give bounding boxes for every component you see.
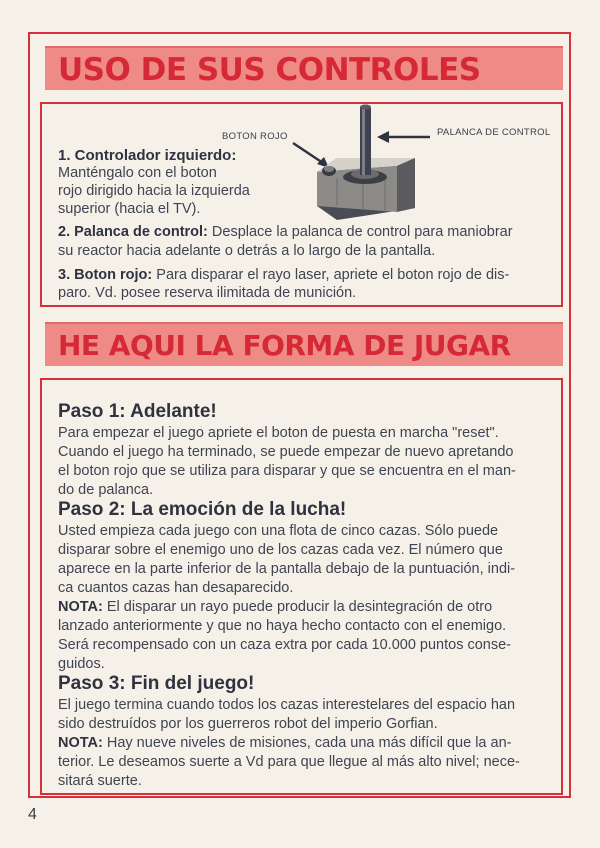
step2-line: Usted empieza cada juego con una flota de cinco cazas. Sólo puede [58,523,499,539]
step2-note-label: NOTA: [58,599,103,615]
step1-line: Cuando el juego ha terminado, se puede empezar de nuevo apretando [58,444,514,460]
step2-note-line: Será recompensado con un caza extra por cada 10.000 puntos conse- [58,637,512,653]
step2-line: ca cuantos cazas han desaparecido. [58,580,294,596]
page-number: 4 [28,806,37,823]
step1-title: Paso 1: Adelante! [58,401,217,422]
section1-banner [45,46,563,90]
step3-note-label: NOTA: [58,735,103,751]
section2-banner [45,322,563,366]
section1-title: USO DE SUS CONTROLES [58,52,481,88]
item2-heading: 2. Palanca de control: [58,224,208,240]
step3-note-line: sitará suerte. [58,773,142,789]
step2-line: aparece en la parte inferior de la pantalla debajo de la puntuación, indi- [58,561,516,577]
step3-note-text: Hay nueve niveles de misiones, cada una más difícil que la an- [102,735,512,751]
item1-heading: 1. Controlador izquierdo: [58,147,237,164]
step2-note-line: guidos. [58,656,105,672]
joystick-illustration [225,100,555,225]
step2-title: Paso 2: La emoción de la lucha! [58,499,347,520]
step1-line: Para empezar el juego apriete el boton de puesta en marcha "reset". [58,425,499,441]
step1-line: el boton rojo que se utiliza para disparar y que se encuentra en el man- [58,463,516,479]
step2-note-text: El disparar un rayo puede producir la desintegración de otro [102,599,493,615]
item3-heading: 3. Boton rojo: [58,267,153,283]
step2-note-line: lanzado anteriormente y que no haya hecho contacto con el enemigo. [58,618,507,634]
step1-line: do de palanca. [58,482,154,498]
item1-line: Manténgalo con el boton [58,165,217,181]
item1-line: superior (hacia el TV). [58,201,201,217]
item1-line: rojo dirigido hacia la izquierda [58,183,250,199]
step3-title: Paso 3: Fin del juego! [58,673,255,694]
label-palanca-control: PALANCA DE CONTROL [437,127,551,138]
step3-line: El juego termina cuando todos los cazas interestelares del espacio han [58,697,516,713]
item3-line-1 [58,266,509,286]
step3-note-line-1 [58,734,512,754]
step2-note-line-1 [58,598,492,618]
item2-line-1 [58,223,513,243]
label-boton-rojo: BOTON ROJO [222,131,288,142]
item3-line-2: paro. Vd. posee reserva ilimitada de munición. [58,285,357,301]
step3-note-line: terior. Le deseamos suerte a Vd para que llegue al más alto nivel; nece- [58,754,520,770]
item2-line-2: su reactor hacia adelante o detrás a lo largo de la pantalla. [58,243,436,259]
item2-text: Desplace la palanca de control para maniobrar [207,224,513,240]
step2-line: disparar sobre el enemigo uno de los cazas cada vez. El número que [58,542,503,558]
section2-title: HE AQUI LA FORMA DE JUGAR [58,329,511,362]
step3-line: sido destruídos por los guerreros robot del imperio Gorfian. [58,716,438,732]
item3-text: Para disparar el rayo laser, apriete el boton rojo de dis- [152,267,510,283]
